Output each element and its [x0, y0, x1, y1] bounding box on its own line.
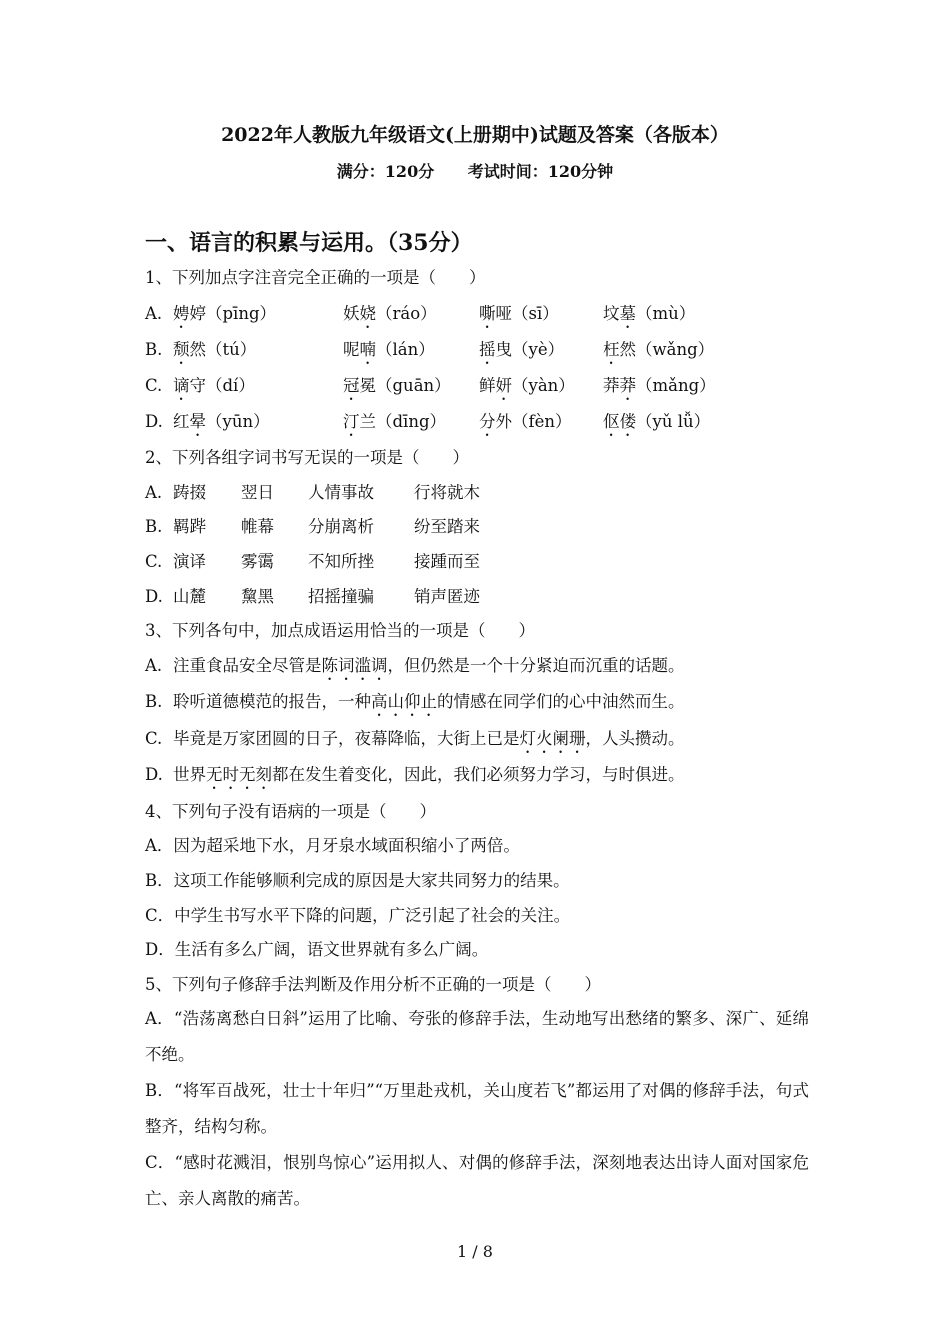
word-char: 婷: [189, 304, 206, 323]
pinyin-item: [603, 374, 716, 410]
word-char: 娉: [173, 304, 190, 323]
pinyin-item: [343, 302, 479, 338]
option-word: 不知所挫: [308, 552, 374, 572]
question-4-option: B．这项工作能够顺利完成的原因是大家共同努力的结果。: [145, 871, 570, 890]
question-4-option: C．中学生书写水平下降的问题，广泛引起了社会的关注。: [145, 905, 571, 925]
word-char: 分: [479, 412, 496, 431]
option-word: 帷幕: [241, 517, 274, 537]
question-5-stem: 5、下列句子修辞手法判断及作用分析不正确的一项是（ ）: [145, 975, 601, 995]
word-char: 呢: [343, 340, 360, 359]
pinyin-item: [479, 338, 603, 374]
pinyin: （mù）: [636, 304, 696, 323]
word-char: 然: [189, 340, 206, 359]
sentence-text: ，人头攒动。: [585, 728, 685, 748]
option-label: B.: [145, 692, 163, 712]
option-word: 行将就木: [414, 482, 480, 502]
option-label: C.: [145, 728, 163, 748]
option-label: D.: [145, 586, 163, 606]
question-3-stem: 3、下列各句中，加点成语运用恰当的一项是（ ）: [145, 621, 535, 641]
word-char: 然: [619, 340, 636, 359]
pinyin-item: [173, 374, 343, 410]
word-char: 墓: [619, 304, 636, 323]
pinyin: （fèn）: [512, 412, 572, 431]
question-3-option: [145, 654, 809, 690]
pinyin: （yè）: [512, 340, 565, 359]
question-3-option: [145, 690, 809, 727]
option-word: 招摇撞骗: [308, 586, 374, 606]
pinyin-item: [173, 338, 343, 374]
word-char: 哑: [495, 304, 512, 323]
word-char: 妖: [343, 304, 360, 323]
exam-time: 考试时间：120分钟: [467, 162, 614, 181]
pinyin-item: [173, 410, 343, 446]
question-5-option: C．“感时花溅泪，恨别鸟惊心”运用拟人、对偶的修辞手法，深刻地表达出诗人面对国家危亡、亲人离散的痛苦。: [145, 1152, 809, 1208]
pinyin: （guān）: [376, 376, 451, 395]
word-char: 兰: [359, 412, 376, 431]
option-word: 羁跸: [173, 517, 206, 537]
question-3-option: [145, 727, 809, 764]
question-3-options: [145, 654, 809, 800]
word-char: 莽: [603, 376, 620, 395]
sentence-text: 注重食品安全尽管是: [173, 656, 322, 676]
pinyin: （pīng）: [206, 304, 277, 323]
option-label: B.: [145, 517, 163, 537]
pinyin: （mǎng）: [636, 376, 716, 395]
word-char: 坟: [603, 304, 620, 323]
pinyin-item: [343, 410, 479, 446]
pinyin: （yàn）: [512, 376, 575, 395]
word-char: 晕: [189, 412, 206, 431]
option-label: A.: [145, 656, 163, 676]
question-1-option: [145, 338, 809, 374]
option-word: 销声匿迹: [414, 586, 480, 606]
pinyin-item: [343, 338, 479, 374]
pinyin-item: [479, 374, 603, 410]
pinyin-item: [479, 302, 603, 338]
word-char: 颓: [173, 340, 190, 359]
question-1-option: [145, 410, 809, 446]
option-word: 接踵而至: [414, 552, 480, 572]
pinyin: （dí）: [206, 376, 255, 395]
question-3-option: [145, 763, 809, 800]
word-char: 妍: [495, 376, 512, 395]
option-word: 纷至踏来: [414, 517, 480, 537]
question-4-stem: 4、下列句子没有语病的一项是（ ）: [145, 801, 436, 821]
question-2-option: [145, 481, 809, 516]
pinyin: （tú）: [206, 340, 257, 359]
question-1-option: [145, 302, 809, 338]
word-char: 守: [189, 376, 206, 395]
question-4-option: D．生活有多么广阔，语文世界就有多么广阔。: [145, 940, 489, 960]
option-label: D.: [145, 765, 163, 785]
full-score: 满分：120分: [336, 162, 435, 181]
word-char: 冠: [343, 376, 360, 395]
pinyin-item: [603, 410, 710, 446]
word-char: 嘶: [479, 304, 496, 323]
sentence-text: 都在发生着变化，因此，我们必须努力学习，与时俱进。: [272, 765, 685, 785]
option-word: 雾霭: [241, 552, 274, 572]
question-2-stem: 2、下列各组字词书写无误的一项是（ ）: [145, 448, 469, 467]
question-1-option: [145, 374, 809, 410]
sentence-text: ，但仍然是一个十分紧迫而沉重的话题。: [387, 656, 685, 676]
question-4-option: A．因为超采地下水，月牙泉水域面积缩小了两倍。: [145, 836, 520, 856]
question-body: [145, 266, 809, 1217]
exam-info: [0, 159, 950, 182]
word-char: 曳: [495, 340, 512, 359]
option-label: B.: [145, 340, 163, 359]
word-char: 摇: [479, 340, 496, 359]
pinyin-item: [479, 410, 603, 446]
word-char: 伛: [603, 412, 620, 431]
option-word: 演译: [173, 552, 206, 572]
sentence-text: 的情感在同学们的心中油然而生。: [437, 692, 685, 712]
idiom-emphasized: 高山仰止: [371, 692, 437, 712]
option-label: C.: [145, 552, 163, 572]
word-char: 红: [173, 412, 190, 431]
word-char: 谪: [173, 376, 190, 395]
idiom-emphasized: 灯火阑珊: [519, 728, 586, 748]
sentence-text: 聆听道德模范的报告，一种: [173, 692, 371, 712]
document-title: 2022年人教版九年级语文(上册期中)试题及答案（各版本）: [221, 124, 729, 146]
idiom-emphasized: 无时无刻: [206, 765, 272, 785]
pinyin: （dīng）: [376, 412, 447, 431]
pinyin: （yǔ lǚ）: [636, 412, 711, 431]
option-word: 踌掇: [173, 482, 206, 502]
option-word: 分崩离析: [308, 517, 374, 537]
question-5-option: A．“浩荡离愁白日斜”运用了比喻、夸张的修辞手法，生动地写出愁绪的繁多、深广、延绵不绝。: [145, 1008, 809, 1064]
option-word: 黧黑: [241, 586, 274, 606]
word-char: 喃: [359, 340, 376, 359]
option-word: 人情事故: [308, 482, 374, 502]
option-label: A.: [145, 482, 163, 502]
pinyin: （yūn）: [206, 412, 270, 431]
pinyin-item: [343, 374, 479, 410]
question-2-options: [145, 481, 809, 620]
question-1-options: [145, 302, 809, 446]
question-2-option: [145, 585, 809, 620]
page-number: 1 / 8: [457, 1242, 493, 1261]
pinyin-item: [173, 302, 343, 338]
question-5-option: B．“将军百战死，壮士十年归”“万里赴戎机，关山度若飞”都运用了对偶的修辞手法，句式整齐，结构匀称。: [145, 1080, 809, 1136]
question-2-option: [145, 550, 809, 585]
sentence-text: 世界: [173, 765, 206, 785]
option-word: 山麓: [173, 586, 206, 606]
pinyin: （wǎng）: [636, 340, 715, 359]
idiom-emphasized: 陈词滥调: [321, 656, 388, 676]
sentence-text: 毕竟是万家团圆的日子，夜幕降临，大街上已是: [173, 728, 520, 748]
option-label: C.: [145, 376, 163, 395]
question-2-option: [145, 515, 809, 550]
option-label: D.: [145, 412, 163, 431]
word-char: 汀: [343, 412, 360, 431]
section-heading: 一、语言的积累与运用。（35分）: [145, 230, 473, 256]
word-char: 娆: [359, 304, 376, 323]
question-1-stem: 1、下列加点字注音完全正确的一项是（ ）: [145, 268, 486, 287]
pinyin: （ráo）: [376, 304, 437, 323]
word-char: 枉: [603, 340, 620, 359]
pinyin-item: [603, 338, 714, 374]
word-char: 莽: [619, 376, 636, 395]
pinyin-item: [603, 302, 695, 338]
pinyin: （lán）: [376, 340, 435, 359]
option-word: 翌日: [241, 482, 274, 502]
word-char: 偻: [619, 412, 636, 431]
option-label: A.: [145, 304, 163, 323]
word-char: 外: [495, 412, 512, 431]
word-char: 鲜: [479, 376, 496, 395]
word-char: 冕: [359, 376, 376, 395]
pinyin: （sī）: [512, 304, 559, 323]
